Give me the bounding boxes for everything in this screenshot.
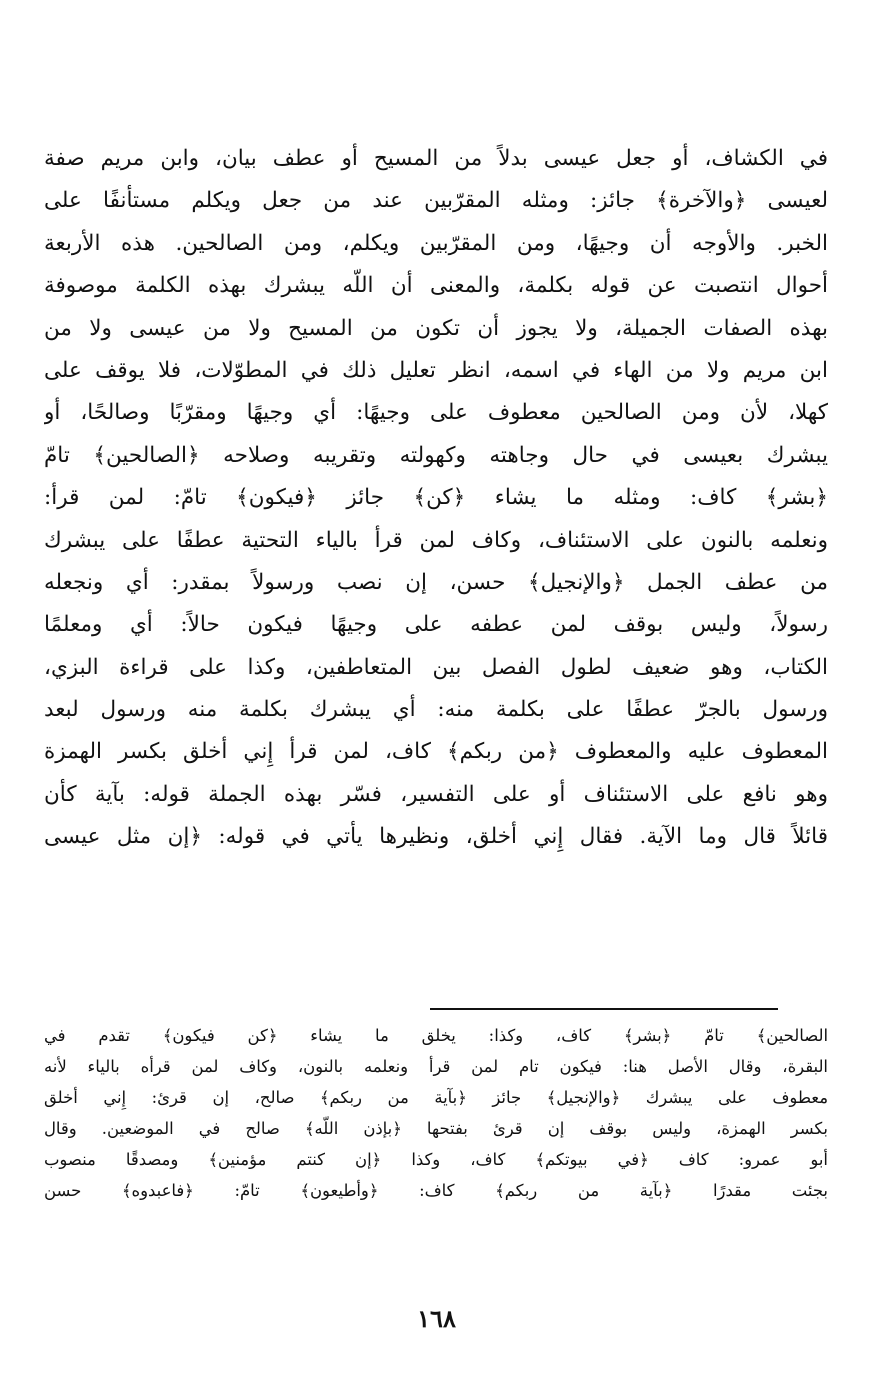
text-line: ابن مريم ولا من الهاء في اسمه، انظر تعليل ذلك في المطوّلات، فلا يوقف على (44, 357, 828, 383)
text-line: الكتاب، وهو ضعيف لطول الفصل بين المتعاطفين، وكذا على قراءة البزي، (44, 654, 828, 680)
footnote-line: معطوف على يبشرك ﴿والإنجيل﴾ جائز ﴿بآية من ربكم﴾ صالح، إن قرئ: إِني أخلق (44, 1088, 828, 1107)
text-line: كهلا، لأن ومن الصالحين معطوف على وجيهًا: أي وجيهًا ومقرّبًا وصالحًا، أو (44, 400, 828, 426)
text-line: رسولاً، وليس بوقف لمن عطفه على وجيهًا فيكون حالاً: أي ومعلمًا (44, 612, 828, 638)
text-line: لعيسى ﴿والآخرة﴾ جائز: ومثله المقرّبين عند من جعل ويكلم مستأنفًا على (44, 188, 828, 214)
text-line: ونعلمه بالنون على الاستئناف، وكاف لمن قرأ بالياء التحتية عطفًا على يبشرك (44, 527, 828, 553)
footnote-line: الصالحين﴾ تامّ ﴿بشر﴾ كاف، وكذا: يخلق ما يشاء ﴿كن فيكون﴾ تقدم في (44, 1026, 828, 1045)
footnote-line: البقرة، وقال الأصل هنا: فيكون تام لمن قرأ ونعلمه بالنون، وكاف لمن قرأه بالياء لأنه (44, 1057, 828, 1076)
main-text-block (44, 138, 828, 859)
text-line: وهو نافع على الاستئناف أو على التفسير، فسّر بهذه الجملة قوله: بآية كأن (44, 781, 828, 807)
footnote-line: أبو عمرو: كاف ﴿في بيوتكم﴾ كاف، وكذا ﴿إن كنتم مؤمنين﴾ ومصدقًا منصوب (44, 1150, 828, 1169)
text-line: أحوال انتصبت عن قوله بكلمة، والمعنى أن اللّه يبشرك بهذه الكلمة موصوفة (44, 273, 828, 299)
footnote-block (44, 1020, 828, 1206)
text-line: في الكشاف، أو جعل عيسى بدلاً من المسيح أو عطف بيان، وابن مريم صفة (44, 146, 828, 171)
text-line: من عطف الجمل ﴿والإنجيل﴾ حسن، إن نصب ورسولاً بمقدر: أي ونجعله (44, 569, 828, 595)
text-line: ﴿بشر﴾ كاف: ومثله ما يشاء ﴿كن﴾ جائز ﴿فيكون﴾ تامّ: لمن قرأ: (44, 485, 828, 511)
text-line: المعطوف عليه والمعطوف ﴿من ربكم﴾ كاف، لمن قرأ إِني أخلق بكسر الهمزة (44, 739, 828, 765)
footnote-divider (430, 1008, 778, 1010)
page-number: ١٦٨ (417, 1304, 456, 1333)
text-line: بهذه الصفات الجميلة، ولا يجوز أن تكون من المسيح ولا من عيسى ولا من (44, 315, 828, 341)
footnote-line: بكسر الهمزة، وليس بوقف إن قرئ بفتحها ﴿بإذن اللّه﴾ صالح في الموضعين. وقال (44, 1119, 828, 1138)
text-line: الخبر. والأوجه أن وجيهًا، ومن المقرّبين ويكلم، ومن الصالحين. هذه الأربعة (44, 230, 828, 256)
text-line: ورسول بالجرّ عطفًا على بكلمة منه: أي يبشرك بكلمة منه ورسول لبعد (44, 697, 828, 723)
text-line: قائلاً قال وما الآية. فقال إِني أخلق، ونظيرها يأتي في قوله: ﴿إن مثل عيسى (44, 824, 828, 850)
text-line: يبشرك بعيسى في حال وجاهته وكهولته وتقريبه وصلاحه ﴿الصالحين﴾ تامّ (44, 442, 828, 468)
footnote-line: بجئت مقدرًا ﴿بآية من ربكم﴾ كاف: ﴿وأطيعون﴾ تامّ: ﴿فاعبدوه﴾ حسن (44, 1181, 828, 1200)
